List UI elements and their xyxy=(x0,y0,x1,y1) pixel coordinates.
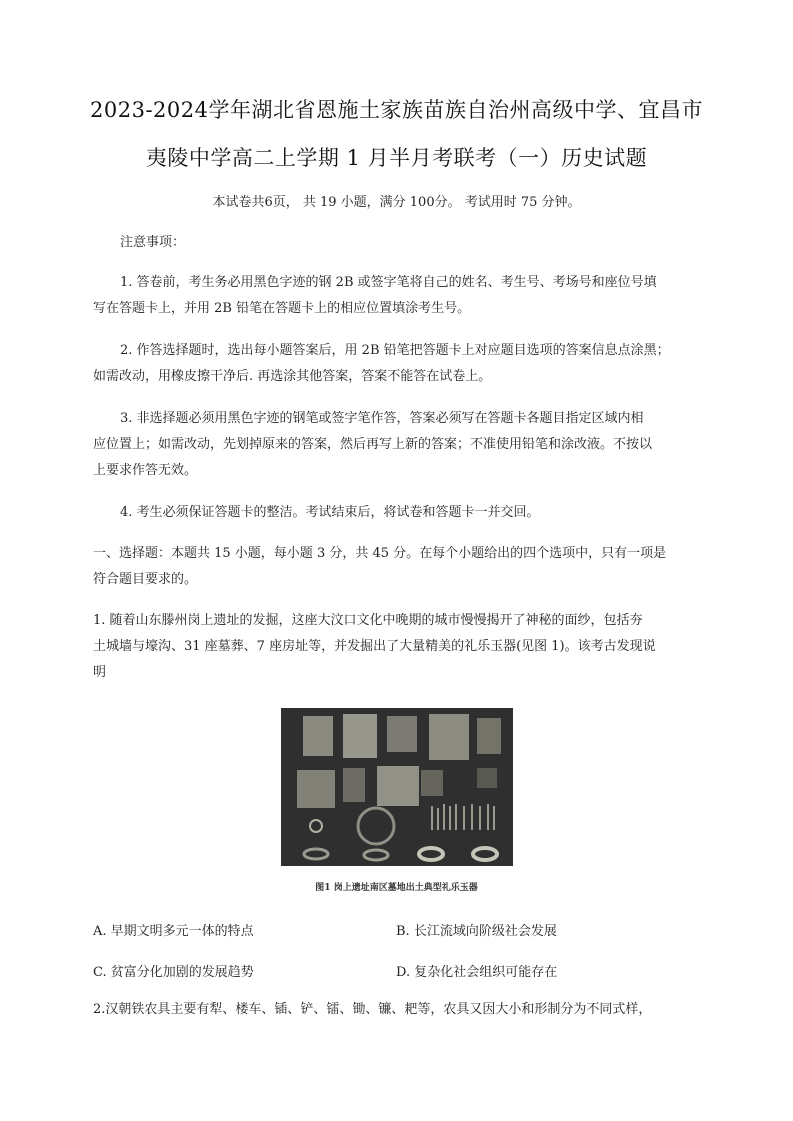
q1-option-b[interactable]: B. 长江流域向阶级社会发展 xyxy=(396,924,557,939)
q2-stem-line1: 2.汉朝铁农具主要有犁、楼车、锸、铲、镭、锄、镰、耙等，农具又因大小和形制分为不同式样， xyxy=(93,1002,652,1017)
notice-heading: 注意事项： xyxy=(120,235,186,250)
exam-info: 本试卷共6页， 共 19 小题，满分 100分。 考试用时 75 分钟。 xyxy=(212,195,581,210)
notice-item-2-line2: 如需改动，用橡皮擦干净后. 再选涂其他答案，答案不能答在试卷上。 xyxy=(93,369,492,384)
q1-figure-photo xyxy=(281,708,513,866)
notice-item-3-line3: 上要求作答无效。 xyxy=(93,463,198,478)
notice-item-1-line1: 1. 答卷前，考生务必用黑色字迹的钢 2B 或签字笔将自己的姓名、考生号、考场号和座位号填 xyxy=(120,275,657,290)
exam-title-line2: 夷陵中学高二上学期 1 月半月考联考（一）历史试题 xyxy=(145,146,648,170)
q1-option-d[interactable]: D. 复杂化社会组织可能存在 xyxy=(396,965,558,980)
q1-stem-line1: 1. 随着山东滕州岗上遗址的发掘，这座大汶口文化中晚期的城市慢慢揭开了神秘的面纱，包括夯 xyxy=(93,613,643,628)
notice-item-1-line2: 写在答题卡上，并用 2B 铅笔在答题卡上的相应位置填涂考生号。 xyxy=(93,301,471,316)
q1-option-a[interactable]: A. 早期文明多元一体的特点 xyxy=(93,924,254,939)
notice-item-3-line2: 应位置上；如需改动，先划掉原来的答案，然后再写上新的答案；不准使用铅笔和涂改液。不按以 xyxy=(93,437,653,452)
notice-item-4-line1: 4. 考生必须保证答题卡的整洁。考试结束后，将试卷和答题卡一并交回。 xyxy=(120,505,540,520)
jade-artifacts-image xyxy=(281,708,513,866)
q1-stem-line3: 明 xyxy=(93,665,107,680)
section1-line1: 一、选择题：本题共 15 小题，每小题 3 分，共 45 分。在每个小题给出的四个选项中，只有一项是 xyxy=(93,546,667,561)
q1-stem-line2: 土城墙与壕沟、31 座墓葬、7 座房址等，并发掘出了大量精美的礼乐玉器(见图 1)。该考古发现说 xyxy=(93,639,656,654)
exam-title-line1: 2023-2024学年湖北省恩施土家族苗族自治州高级中学、宜昌市 xyxy=(90,98,703,122)
q1-option-c[interactable]: C. 贫富分化加剧的发展趋势 xyxy=(93,965,254,980)
q1-figure-caption: 图1 岗上遗址南区墓地出土典型礼乐玉器 xyxy=(315,883,478,893)
section1-line2: 符合题目要求的。 xyxy=(93,572,198,587)
notice-item-3-line1: 3. 非选择题必须用黑色字迹的钢笔或签字笔作答，答案必须写在答题卡各题目指定区域内相 xyxy=(120,411,644,426)
notice-item-2-line1: 2. 作答选择题时，选出每小题答案后，用 2B 铅笔把答题卡上对应题目选项的答案信息点涂黑； xyxy=(120,343,670,358)
